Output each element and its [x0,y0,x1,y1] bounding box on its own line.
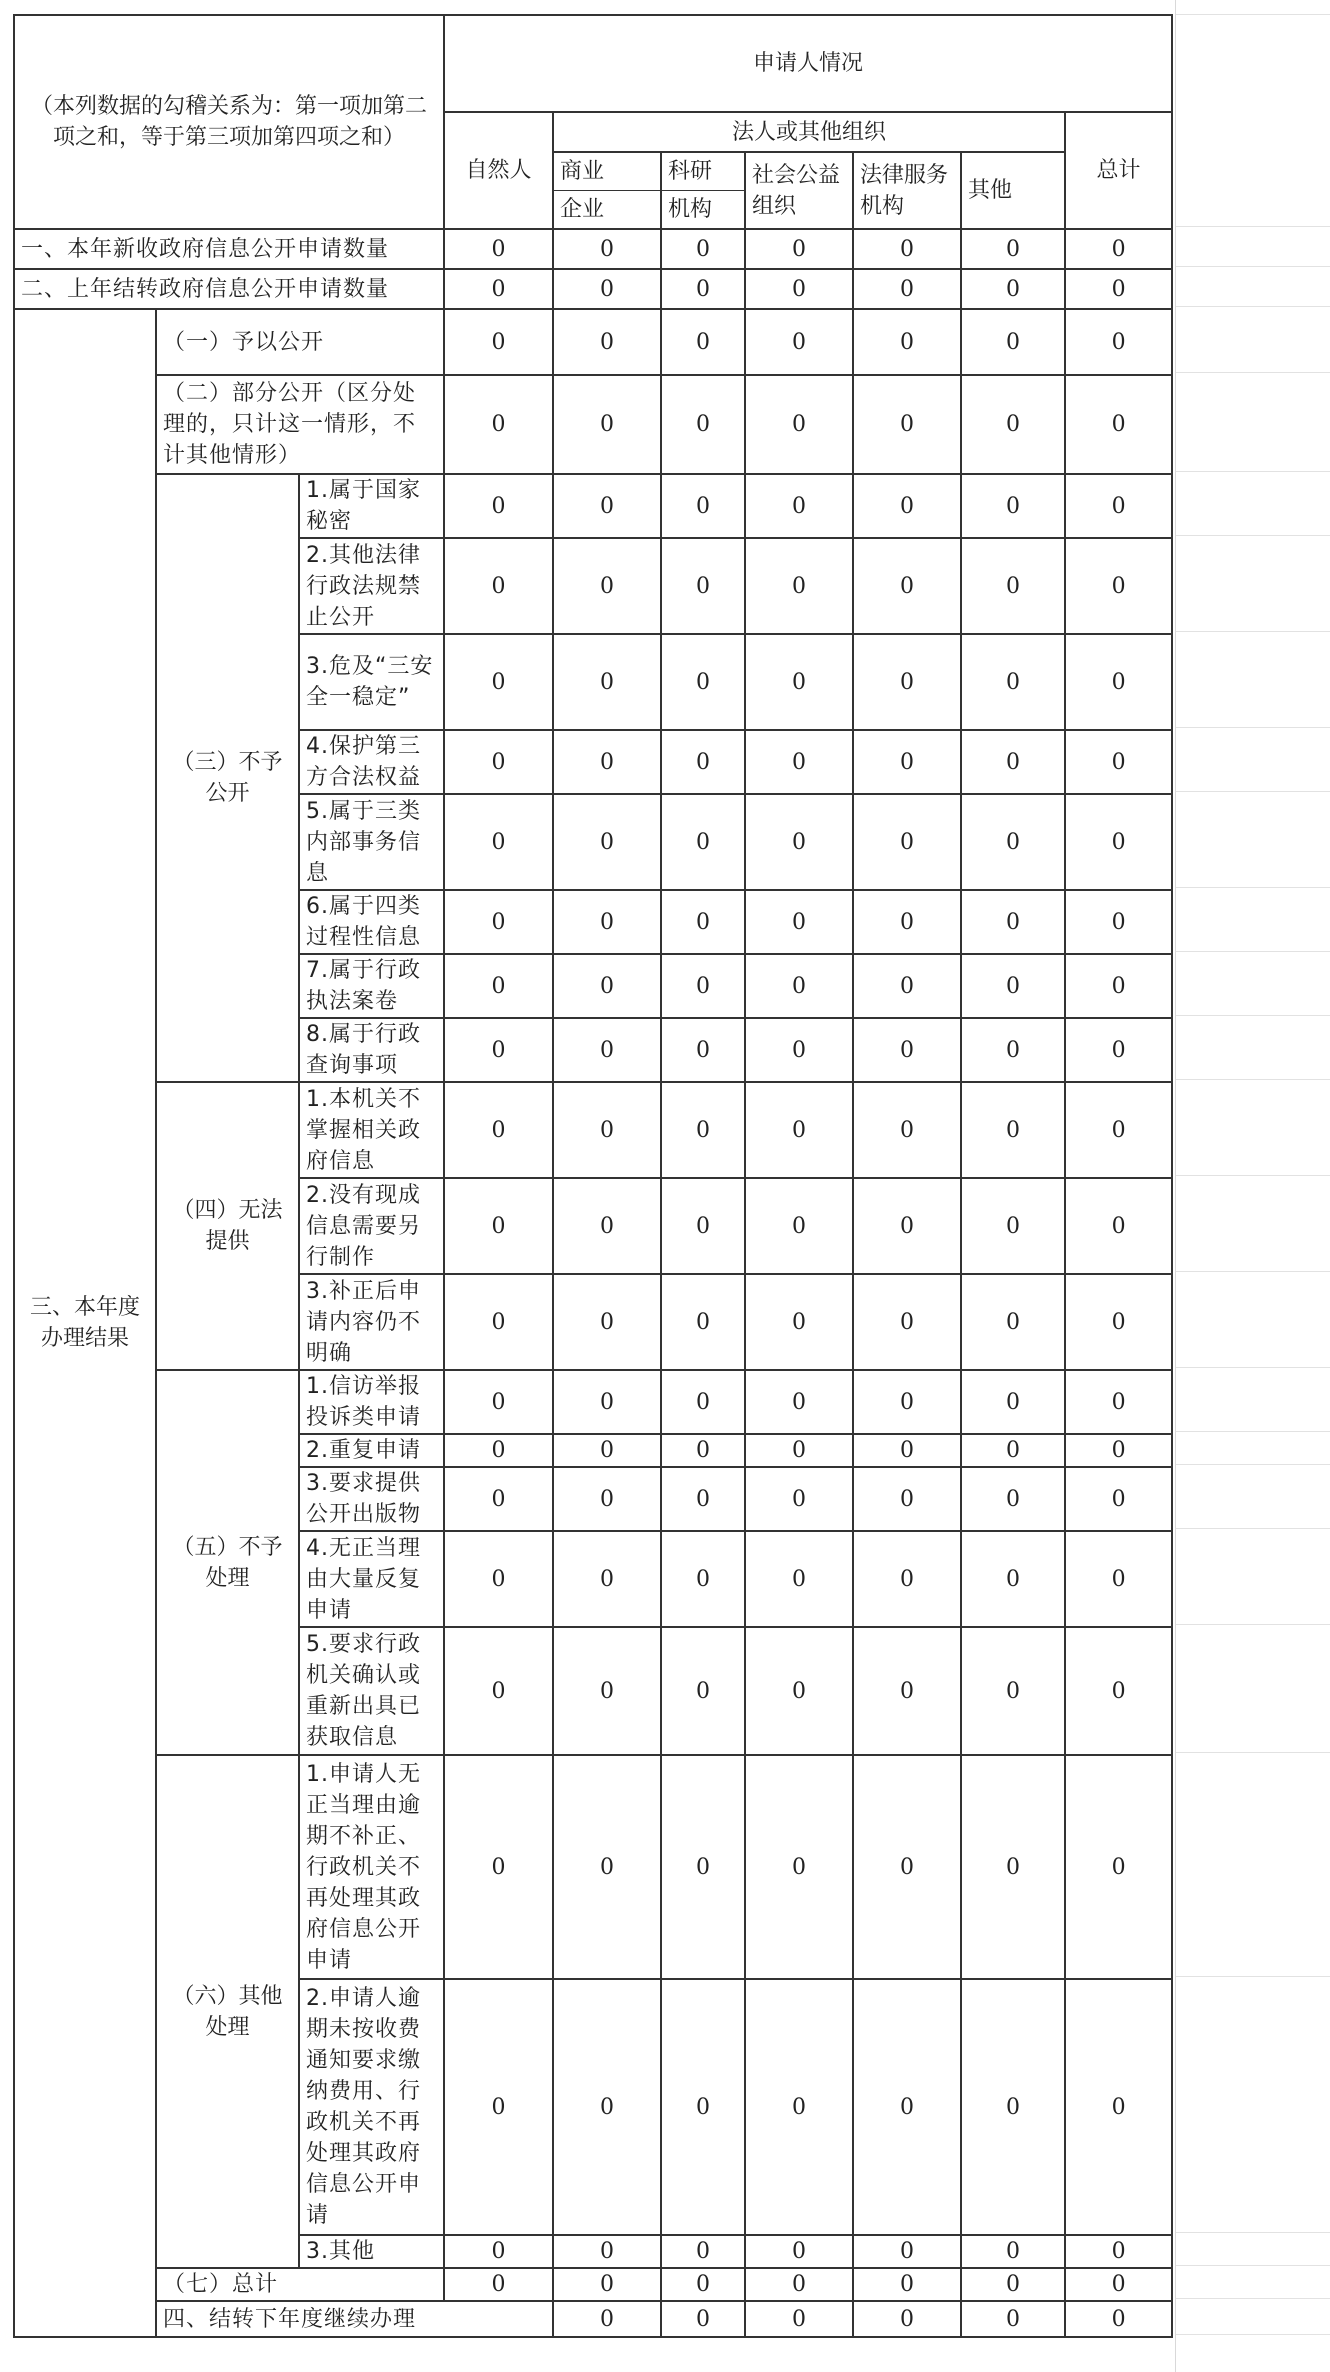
table-row [14,2268,1172,2301]
row-label-carried-over: 二、上年结转政府信息公开申请数量 [14,269,444,309]
value-cell: 0 [1065,309,1172,375]
value-cell: 0 [661,269,745,309]
value-cell: 0 [961,1370,1065,1434]
value-cell: 0 [745,954,853,1018]
value-cell: 0 [661,1178,745,1274]
value-cell: 0 [853,1467,961,1531]
value-cell: 0 [444,1274,553,1370]
subitem-label: 4.保护第三方合法权益 [299,730,444,794]
value-cell: 0 [553,375,661,474]
value-cell: 0 [853,634,961,730]
value-cell: 0 [553,229,661,269]
table-row [14,309,1172,375]
value-cell: 0 [961,1531,1065,1627]
value-cell: 0 [1065,1178,1172,1274]
value-cell: 0 [961,2268,1065,2301]
value-cell: 0 [661,474,745,538]
value-cell: 0 [553,1274,661,1370]
value-cell: 0 [553,1979,661,2235]
subitem-label: 1.属于国家秘密 [299,474,444,538]
value-cell: 0 [961,375,1065,474]
value-cell: 0 [853,1178,961,1274]
value-cell: 0 [444,1082,553,1178]
header-research [661,152,745,229]
value-cell: 0 [553,794,661,890]
value-cell: 0 [1065,730,1172,794]
value-cell: 0 [553,2235,661,2268]
value-cell: 0 [745,1274,853,1370]
header-public-welfare: 社会公益组织 [745,152,853,229]
value-cell: 0 [961,1755,1065,1979]
value-cell: 0 [745,1755,853,1979]
value-cell: 0 [853,1434,961,1467]
value-cell: 0 [745,1979,853,2235]
value-cell: 0 [661,1370,745,1434]
value-cell: 0 [745,2301,853,2337]
value-cell: 0 [1065,1531,1172,1627]
value-cell: 0 [745,634,853,730]
value-cell: 0 [745,1178,853,1274]
value-cell: 0 [661,954,745,1018]
value-cell: 0 [444,954,553,1018]
value-cell: 0 [553,1434,661,1467]
value-cell: 0 [853,1755,961,1979]
value-cell: 0 [853,2301,961,2337]
table-row [14,375,1172,474]
table-row [14,229,1172,269]
value-cell: 0 [853,1370,961,1434]
value-cell: 0 [553,1370,661,1434]
subitem-label: 5.要求行政机关确认或重新出具已获取信息 [299,1627,444,1755]
value-cell: 0 [853,1979,961,2235]
value-cell: 0 [853,309,961,375]
header-natural-person: 自然人 [444,112,553,229]
value-cell: 0 [745,794,853,890]
group-label-total: （七）总计 [156,2268,444,2301]
value-cell: 0 [444,890,553,954]
value-cell: 0 [1065,890,1172,954]
value-cell: 0 [961,2235,1065,2268]
value-cell: 0 [1065,474,1172,538]
value-cell: 0 [745,1018,853,1082]
value-cell: 0 [853,375,961,474]
header-applicant: 申请人情况 [444,15,1172,112]
value-cell: 0 [661,1274,745,1370]
value-cell: 0 [853,2235,961,2268]
value-cell: 0 [444,2268,553,2301]
value-cell: 0 [444,309,553,375]
subitem-label: 1.申请人无正当理由逾期不补正、行政机关不再处理其政府信息公开申请 [299,1755,444,1979]
subitem-label: 2.申请人逾期未按收费通知要求缴纳费用、行政机关不再处理其政府信息公开申请 [299,1979,444,2235]
value-cell: 0 [444,474,553,538]
value-cell: 0 [444,1178,553,1274]
table-row [14,269,1172,309]
value-cell: 0 [961,730,1065,794]
subitem-label: 1.本机关不掌握相关政府信息 [299,1082,444,1178]
value-cell: 0 [961,634,1065,730]
value-cell: 0 [661,309,745,375]
value-cell: 0 [661,890,745,954]
value-cell: 0 [853,794,961,890]
value-cell: 0 [961,474,1065,538]
value-cell: 0 [961,1467,1065,1531]
value-cell: 0 [961,229,1065,269]
value-cell: 0 [853,538,961,634]
value-cell: 0 [961,1434,1065,1467]
value-cell: 0 [661,1082,745,1178]
value-cell: 0 [961,2301,1065,2337]
value-cell: 0 [961,1627,1065,1755]
value-cell: 0 [745,1434,853,1467]
group-label-partial: （二）部分公开（区分处理的，只计这一情形，不计其他情形） [156,375,444,474]
value-cell: 0 [444,538,553,634]
value-cell: 0 [961,1274,1065,1370]
value-cell: 0 [961,538,1065,634]
value-cell: 0 [961,269,1065,309]
value-cell: 0 [745,2268,853,2301]
value-cell: 0 [1065,954,1172,1018]
value-cell: 0 [1065,2301,1172,2337]
header-total: 总计 [1065,112,1172,229]
row-label-results: 三、本年度办理结果 [14,309,156,2337]
header-commercial-line1: 商业 [554,153,660,191]
value-cell: 0 [745,1082,853,1178]
value-cell: 0 [1065,1370,1172,1434]
subitem-label: 3.补正后申请内容仍不明确 [299,1274,444,1370]
header-commercial [553,152,661,229]
value-cell: 0 [745,1627,853,1755]
value-cell: 0 [553,954,661,1018]
value-cell: 0 [745,730,853,794]
header-research-line2: 机构 [668,197,713,222]
value-cell: 0 [661,1434,745,1467]
value-cell: 0 [961,954,1065,1018]
value-cell: 0 [853,954,961,1018]
value-cell: 0 [553,1531,661,1627]
value-cell: 0 [553,309,661,375]
header-legal-group: 法人或其他组织 [553,112,1065,152]
value-cell: 0 [853,269,961,309]
value-cell: 0 [1065,2235,1172,2268]
subitem-label: 2.没有现成信息需要另行制作 [299,1178,444,1274]
value-cell: 0 [444,794,553,890]
value-cell: 0 [745,538,853,634]
value-cell: 0 [961,890,1065,954]
group-label-disclosed: （一）予以公开 [156,309,444,375]
row-label-carry-forward: 四、结转下年度继续办理 [156,2301,553,2337]
value-cell: 0 [661,1627,745,1755]
value-cell: 0 [553,1627,661,1755]
value-cell: 0 [853,2268,961,2301]
value-cell: 0 [553,634,661,730]
value-cell: 0 [1065,229,1172,269]
subitem-label: 5.属于三类内部事务信息 [299,794,444,890]
value-cell: 0 [853,1274,961,1370]
value-cell: 0 [961,1178,1065,1274]
value-cell: 0 [444,375,553,474]
value-cell: 0 [1065,538,1172,634]
table-row [14,474,1172,538]
value-cell: 0 [745,2235,853,2268]
value-cell: 0 [853,1082,961,1178]
value-cell: 0 [444,2235,553,2268]
header-commercial-line2: 企业 [560,197,605,222]
value-cell: 0 [1065,1434,1172,1467]
table-row [14,1370,1172,1434]
value-cell: 0 [961,1082,1065,1178]
value-cell: 0 [444,1755,553,1979]
value-cell: 0 [961,794,1065,890]
spreadsheet-gridlines [1175,0,1330,2372]
value-cell: 0 [853,730,961,794]
value-cell: 0 [853,474,961,538]
value-cell: 0 [745,1370,853,1434]
group-label-not-processed: （五）不予处理 [156,1370,299,1755]
value-cell: 0 [1065,1627,1172,1755]
header-research-line1: 科研 [662,153,744,191]
value-cell: 0 [661,1755,745,1979]
value-cell: 0 [745,269,853,309]
value-cell: 0 [444,1627,553,1755]
value-cell: 0 [444,730,553,794]
subitem-label: 3.危及“三安全一稳定” [299,634,444,730]
value-cell: 0 [1065,375,1172,474]
subitem-label: 3.其他 [299,2235,444,2268]
table-row [14,2301,1172,2337]
value-cell: 0 [1065,1274,1172,1370]
value-cell: 0 [1065,1018,1172,1082]
value-cell: 0 [661,229,745,269]
subitem-label: 3.要求提供公开出版物 [299,1467,444,1531]
value-cell: 0 [553,1082,661,1178]
value-cell: 0 [1065,794,1172,890]
value-cell: 0 [1065,1979,1172,2235]
value-cell: 0 [444,1531,553,1627]
value-cell: 0 [661,634,745,730]
group-label-unable: （四）无法提供 [156,1082,299,1370]
value-cell: 0 [553,1467,661,1531]
group-label-not-disclosed: （三）不予公开 [156,474,299,1082]
value-cell: 0 [853,1531,961,1627]
subitem-label: 7.属于行政执法案卷 [299,954,444,1018]
header-note: （本列数据的勾稽关系为：第一项加第二项之和，等于第三项加第四项之和） [14,15,444,229]
value-cell: 0 [661,1467,745,1531]
value-cell: 0 [745,375,853,474]
value-cell: 0 [553,730,661,794]
value-cell: 0 [745,1467,853,1531]
group-label-other-handling: （六）其他处理 [156,1755,299,2268]
value-cell: 0 [745,474,853,538]
value-cell: 0 [661,538,745,634]
value-cell: 0 [961,1018,1065,1082]
value-cell: 0 [853,1018,961,1082]
gov-info-disclosure-table [13,14,1173,2338]
subitem-label: 1.信访举报投诉类申请 [299,1370,444,1434]
value-cell: 0 [661,1531,745,1627]
value-cell: 0 [553,1178,661,1274]
value-cell: 0 [661,730,745,794]
subitem-label: 2.其他法律行政法规禁止公开 [299,538,444,634]
value-cell: 0 [553,474,661,538]
value-cell: 0 [745,1531,853,1627]
value-cell: 0 [444,1979,553,2235]
header-legal-service: 法律服务机构 [853,152,961,229]
value-cell: 0 [553,890,661,954]
value-cell: 0 [661,1979,745,2235]
row-label-new-requests: 一、本年新收政府信息公开申请数量 [14,229,444,269]
value-cell: 0 [444,229,553,269]
table-row [14,1755,1172,1979]
value-cell: 0 [1065,1755,1172,1979]
value-cell: 0 [1065,1467,1172,1531]
subitem-label: 2.重复申请 [299,1434,444,1467]
value-cell: 0 [853,229,961,269]
value-cell: 0 [553,1755,661,1979]
value-cell: 0 [444,634,553,730]
value-cell: 0 [1065,2268,1172,2301]
header-other: 其他 [961,152,1065,229]
value-cell: 0 [444,1370,553,1434]
value-cell: 0 [444,1467,553,1531]
value-cell: 0 [853,890,961,954]
subitem-label: 6.属于四类过程性信息 [299,890,444,954]
subitem-label: 8.属于行政查询事项 [299,1018,444,1082]
value-cell: 0 [853,1627,961,1755]
value-cell: 0 [1065,634,1172,730]
value-cell: 0 [553,538,661,634]
value-cell: 0 [961,1979,1065,2235]
value-cell: 0 [661,2268,745,2301]
value-cell: 0 [745,229,853,269]
value-cell: 0 [553,2301,661,2337]
value-cell: 0 [444,269,553,309]
value-cell: 0 [745,890,853,954]
value-cell: 0 [961,309,1065,375]
value-cell: 0 [745,309,853,375]
value-cell: 0 [553,2268,661,2301]
value-cell: 0 [444,1434,553,1467]
value-cell: 0 [661,2235,745,2268]
value-cell: 0 [1065,269,1172,309]
value-cell: 0 [661,794,745,890]
subitem-label: 4.无正当理由大量反复申请 [299,1531,444,1627]
table-row [14,1082,1172,1178]
value-cell: 0 [553,269,661,309]
value-cell: 0 [553,1018,661,1082]
value-cell: 0 [661,2301,745,2337]
value-cell: 0 [661,1018,745,1082]
value-cell: 0 [1065,1082,1172,1178]
value-cell: 0 [661,375,745,474]
value-cell: 0 [444,1018,553,1082]
